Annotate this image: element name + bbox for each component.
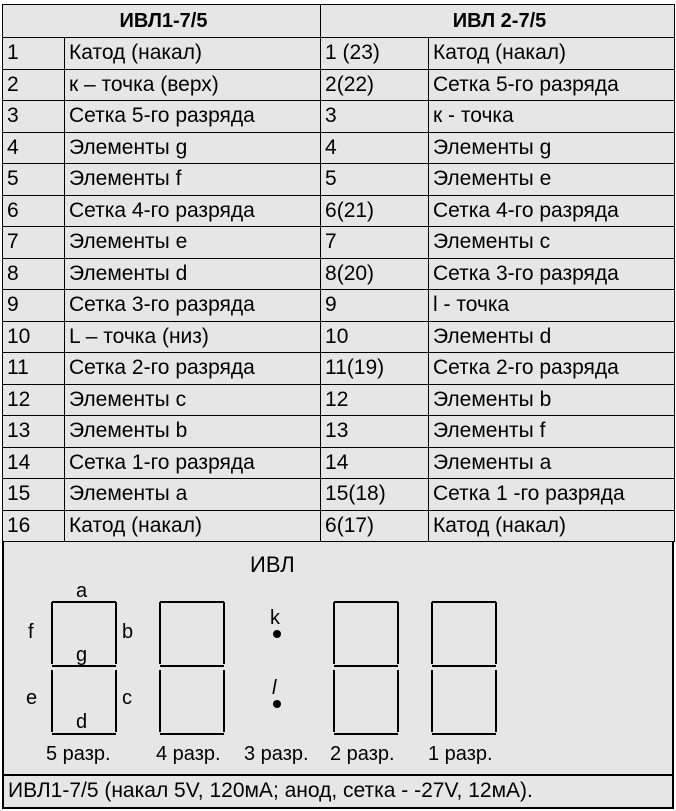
table-row xyxy=(3,132,675,164)
function-ivl2: Элементы g xyxy=(429,132,675,164)
function-ivl1: Элементы d xyxy=(65,258,321,290)
pin-ivl2: 11(19) xyxy=(321,353,429,385)
label-b: b xyxy=(122,621,134,643)
header-ivl1: ИВЛ1-7/5 xyxy=(3,5,321,38)
label-c: c xyxy=(122,687,132,709)
function-ivl1: Элементы f xyxy=(65,164,321,196)
pin-ivl1: 2 xyxy=(3,69,65,101)
function-ivl2: Элементы d xyxy=(429,321,675,353)
table-row xyxy=(3,447,675,479)
function-ivl1: Сетка 3-го разряда xyxy=(65,290,321,322)
function-ivl1: Элементы c xyxy=(65,384,321,416)
table-row xyxy=(3,479,675,511)
table-row xyxy=(3,353,675,385)
function-ivl1: Элементы e xyxy=(65,227,321,259)
diagram-title: ИВЛ xyxy=(250,552,295,577)
pin-ivl2: 6(17) xyxy=(321,510,429,542)
pin-ivl1: 13 xyxy=(3,416,65,448)
pin-ivl2: 2(22) xyxy=(321,69,429,101)
pin-ivl1: 8 xyxy=(3,258,65,290)
pin-ivl1: 11 xyxy=(3,353,65,385)
digit-2 xyxy=(334,602,398,734)
function-ivl1: Элементы a xyxy=(65,479,321,511)
pin-ivl1: 9 xyxy=(3,290,65,322)
function-ivl1: Сетка 4-го разряда xyxy=(65,195,321,227)
segment-diagram xyxy=(2,546,674,774)
function-ivl2: Сетка 5-го разряда xyxy=(429,69,675,101)
function-ivl2: Элементы f xyxy=(429,416,675,448)
digit-4 xyxy=(160,602,224,734)
pin-ivl2: 8(20) xyxy=(321,258,429,290)
function-ivl2: к - точка xyxy=(429,101,675,133)
function-ivl1: Катод (накал) xyxy=(65,38,321,70)
pin-ivl1: 14 xyxy=(3,447,65,479)
label-d: d xyxy=(76,711,88,733)
digit-label-4: 4 разр. xyxy=(156,743,221,765)
pin-ivl2: 5 xyxy=(321,164,429,196)
function-ivl1: Элементы g xyxy=(65,132,321,164)
label-g: g xyxy=(76,644,88,666)
table-header-row xyxy=(3,5,675,38)
pin-ivl2: 7 xyxy=(321,227,429,259)
pin-ivl2: 15(18) xyxy=(321,479,429,511)
function-ivl1: L – точка (низ) xyxy=(65,321,321,353)
function-ivl2: Катод (накал) xyxy=(429,510,675,542)
function-ivl1: к – точка (верх) xyxy=(65,69,321,101)
function-ivl2: Сетка 2-го разряда xyxy=(429,353,675,385)
label-a: a xyxy=(76,580,88,602)
function-ivl2: Элементы a xyxy=(429,447,675,479)
table-row xyxy=(3,290,675,322)
dot-l xyxy=(273,700,281,708)
table-row xyxy=(3,195,675,227)
digit-label-5: 5 разр. xyxy=(46,743,111,765)
digit-label-2: 2 разр. xyxy=(330,743,395,765)
pin-ivl2: 12 xyxy=(321,384,429,416)
function-ivl2: Сетка 4-го разряда xyxy=(429,195,675,227)
function-ivl1: Элементы b xyxy=(65,416,321,448)
table-row xyxy=(3,38,675,70)
pin-ivl1: 4 xyxy=(3,132,65,164)
function-ivl1: Сетка 1-го разряда xyxy=(65,447,321,479)
pin-ivl2: 10 xyxy=(321,321,429,353)
label-dot-l: l xyxy=(272,677,277,699)
pin-ivl2: 3 xyxy=(321,101,429,133)
label-f: f xyxy=(28,621,34,643)
label-dot-k: k xyxy=(270,607,280,629)
dot-k xyxy=(273,630,281,638)
pin-ivl2: 4 xyxy=(321,132,429,164)
pin-ivl1: 15 xyxy=(3,479,65,511)
footnote: ИВЛ1-7/5 (накал 5V, 120мА; анод, сетка - -27V, 12мА). xyxy=(2,774,674,809)
table-row xyxy=(3,510,675,542)
pin-ivl2: 13 xyxy=(321,416,429,448)
function-ivl2: Сетка 3-го разряда xyxy=(429,258,675,290)
table-row xyxy=(3,384,675,416)
table-row xyxy=(3,258,675,290)
function-ivl1: Катод (накал) xyxy=(65,510,321,542)
table-row xyxy=(3,69,675,101)
pin-ivl1: 12 xyxy=(3,384,65,416)
header-ivl2: ИВЛ 2-7/5 xyxy=(321,5,675,38)
function-ivl2: l - точка xyxy=(429,290,675,322)
table-row xyxy=(3,227,675,259)
table-row xyxy=(3,164,675,196)
pin-ivl1: 3 xyxy=(3,101,65,133)
pin-ivl1: 5 xyxy=(3,164,65,196)
digits-svg xyxy=(4,546,672,774)
pin-ivl1: 10 xyxy=(3,321,65,353)
digit-1 xyxy=(432,602,496,734)
pin-ivl2: 14 xyxy=(321,447,429,479)
table-row xyxy=(3,416,675,448)
table-row xyxy=(3,321,675,353)
pin-ivl1: 1 xyxy=(3,38,65,70)
function-ivl1: Сетка 2-го разряда xyxy=(65,353,321,385)
digit-label-1: 1 разр. xyxy=(428,743,493,765)
table-row xyxy=(3,101,675,133)
function-ivl2: Сетка 1 -го разряда xyxy=(429,479,675,511)
pinout-table xyxy=(2,4,675,542)
digit-label-3: 3 разр. xyxy=(244,743,309,765)
pin-ivl1: 7 xyxy=(3,227,65,259)
pin-ivl1: 6 xyxy=(3,195,65,227)
function-ivl1: Сетка 5-го разряда xyxy=(65,101,321,133)
function-ivl2: Элементы c xyxy=(429,227,675,259)
label-e: e xyxy=(26,687,38,709)
pin-ivl2: 9 xyxy=(321,290,429,322)
function-ivl2: Элементы e xyxy=(429,164,675,196)
function-ivl2: Катод (накал) xyxy=(429,38,675,70)
pin-ivl1: 16 xyxy=(3,510,65,542)
function-ivl2: Элементы b xyxy=(429,384,675,416)
pin-ivl2: 1 (23) xyxy=(321,38,429,70)
pin-ivl2: 6(21) xyxy=(321,195,429,227)
